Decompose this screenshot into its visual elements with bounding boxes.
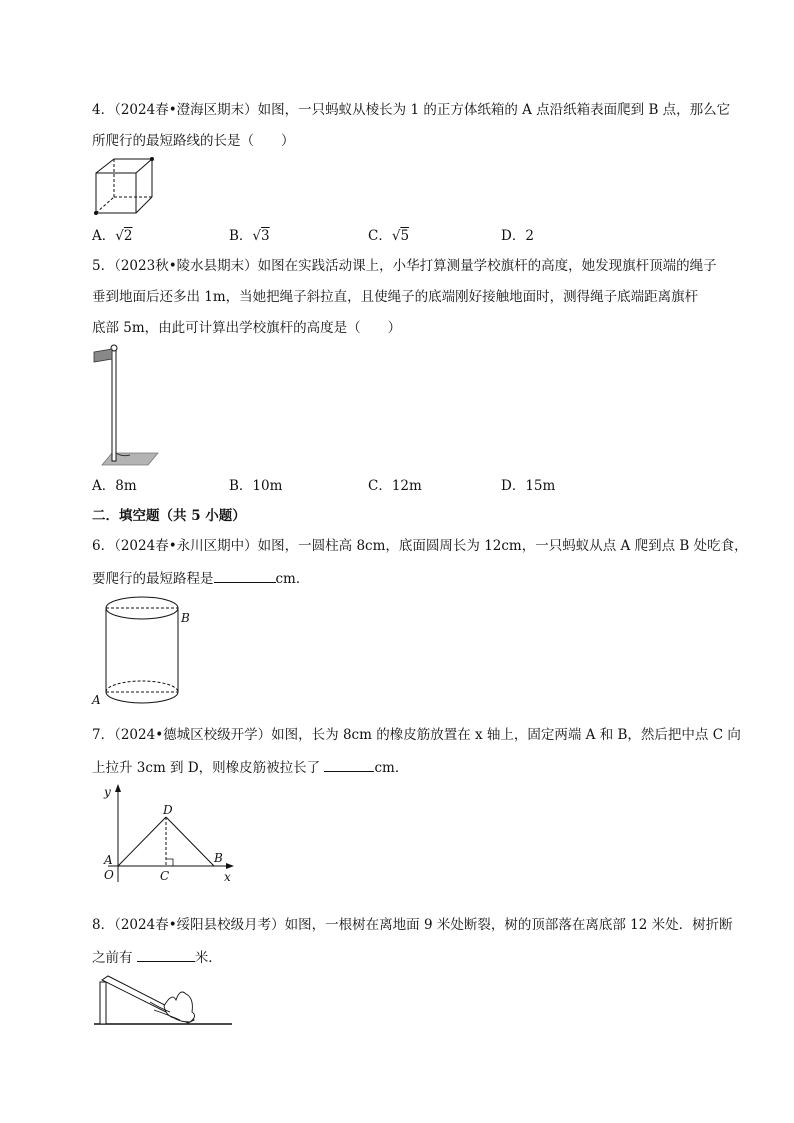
- label-a: A: [92, 693, 101, 707]
- q4-option-c: C．√5: [368, 228, 410, 244]
- q5-option-b: B．10m: [229, 478, 283, 494]
- q5-stem-line1: 5．（2023秋•陵水县期末）如图在实践活动课上，小华打算测量学校旗杆的高度，她发现旗杆顶端的绳子: [92, 258, 717, 274]
- section-heading: 二．填空题（共 5 小题）: [92, 508, 246, 524]
- label-o: O: [104, 868, 114, 882]
- q4-stem-line1: 4．（2024春•澄海区期末）如图，一只蚂蚁从棱长为 1 的正方体纸箱的 A 点沿纸箱表面爬到 B 点，那么它: [92, 102, 731, 118]
- q6-stem-line2: 要爬行的最短路程是 cm．: [92, 568, 309, 588]
- q8-stem-line2: 之前有 米．: [92, 947, 222, 967]
- cylinder-figure: [92, 592, 192, 708]
- label-b: B: [214, 851, 223, 865]
- cube-figure: [92, 156, 156, 218]
- q4-option-b: B．√3: [229, 228, 270, 244]
- q8-stem-line1: 8．（2024春•绥阳县校级月考）如图，一根树在离地面 9 米处断裂，树的顶部落在离底部 12 米处．树折断: [92, 917, 733, 933]
- q5-option-c: C．12m: [368, 478, 422, 494]
- q8-answer-blank[interactable]: [137, 947, 195, 962]
- axis-label-y: y: [104, 785, 111, 799]
- axis-label-x: x: [224, 870, 231, 884]
- q5-option-a: A．8m: [92, 478, 137, 494]
- label-a: A: [104, 853, 113, 867]
- q7-answer-blank[interactable]: [324, 757, 374, 772]
- flagpole-figure: [92, 343, 162, 467]
- q7-stem-line2: 上拉升 3cm 到 D，则橡皮筋被拉长了 cm．: [92, 757, 408, 777]
- q4-option-a: A．√2: [92, 228, 133, 244]
- point-b-dot: [150, 157, 154, 161]
- point-a-dot: [94, 211, 98, 215]
- broken-tree-figure: [94, 972, 234, 1028]
- q6-answer-blank[interactable]: [214, 568, 276, 583]
- q5-stem-line2: 垂到地面后还多出 1m，当她把绳子斜拉直，且使绳子的底端刚好接触地面时，测得绳子底端距离旗杆: [92, 289, 699, 305]
- q6-stem-line1: 6．（2024春•永川区期中）如图，一圆柱高 8cm，底面圆周长为 12cm，一只蚂蚁从点 A 爬到点 B 处吃食，: [92, 538, 748, 554]
- q5-option-d: D．15m: [501, 478, 556, 494]
- q5-stem-line3: 底部 5m，由此可计算出学校旗杆的高度是（ ）: [92, 320, 402, 336]
- coordinate-figure: [100, 782, 240, 886]
- q7-stem-line1: 7．（2024•德城区校级开学）如图，长为 8cm 的橡皮筋放置在 x 轴上，固定两端 A 和 B，然后把中点 C 向: [92, 727, 741, 743]
- label-b: B: [181, 611, 190, 625]
- label-d: D: [163, 803, 173, 817]
- label-c: C: [160, 869, 170, 883]
- q4-stem-line2: 所爬行的最短路线的长是（ ）: [92, 133, 295, 149]
- q4-option-d: D．2: [501, 228, 534, 244]
